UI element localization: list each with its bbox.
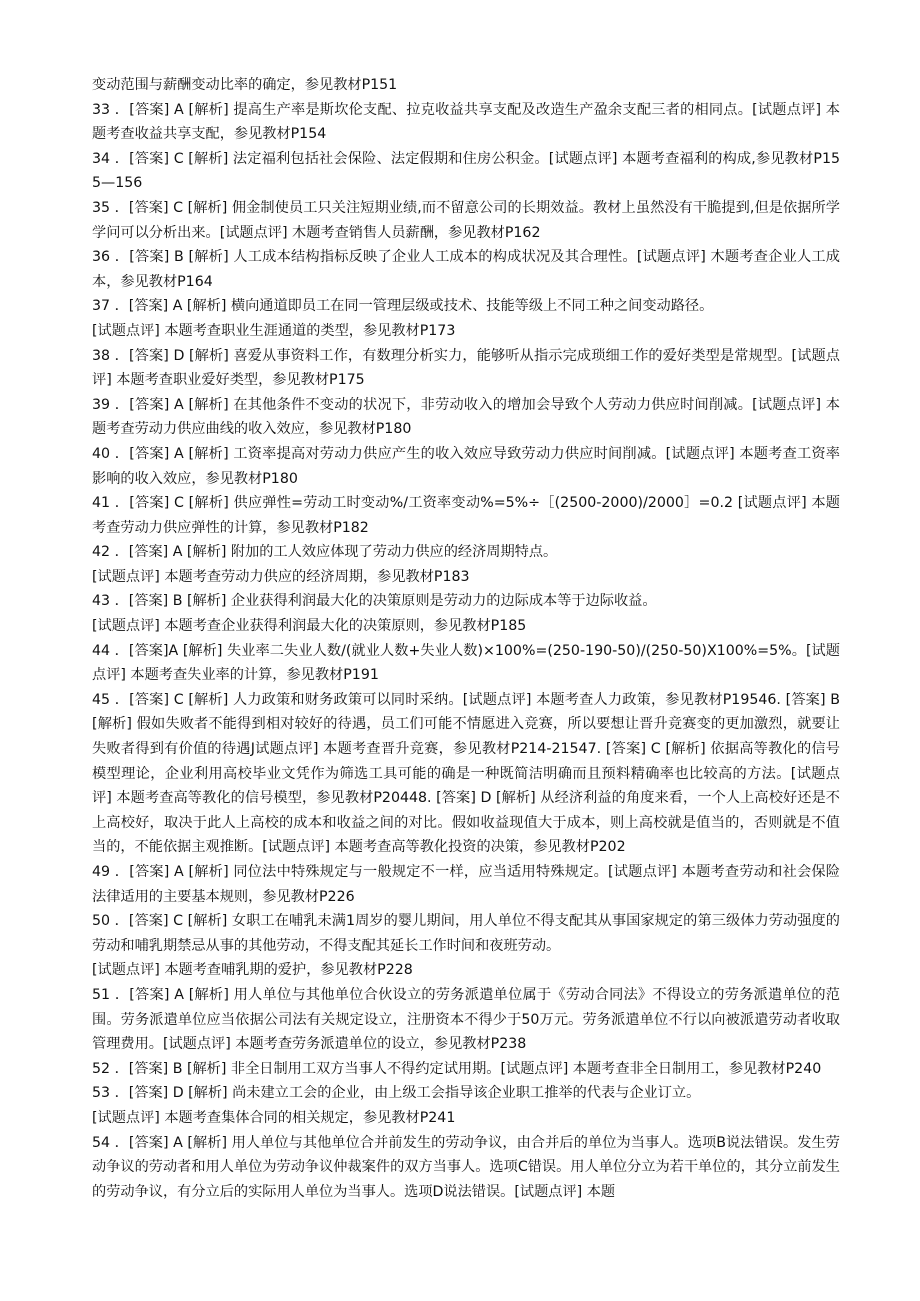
answer-38: 38 ．[答案] D [解析] 喜爱从事资料工作，有数理分析实力，能够听从指示完成琐细工作的爱好类型是常规型。[试题点评] 本题考查职业爱好类型，参见教材P175 — [92, 347, 840, 389]
comment-42: [试题点评] 本题考查劳动力供应的经济周期，参见教材P183 — [92, 568, 470, 585]
comment-50: [试题点评] 本题考查哺乳期的爱护，参见教材P228 — [92, 962, 413, 979]
paragraph-0: 变动范围与薪酬变动比率的确定，参见教材P151 — [92, 77, 398, 93]
answer-44: 44 ．[答案]A [解析] 失业率二失业人数/(就业人数+失业人数)×100%=(250-190-50)/(250-50)X100%=5%。[试题点评] 本题考查失业率的计算，参见教材P191 — [92, 642, 840, 684]
answer-40: 40 ．[答案] A [解析] 工资率提高对劳动力供应产生的收入效应导致劳动力供应时间削减。[试题点评] 本题考查工资率影响的收入效应，参见教材P180 — [92, 445, 840, 487]
comment-43: [试题点评] 本题考查企业获得利润最大化的决策原则，参见教材P185 — [92, 618, 527, 635]
answer-35: 35 ．[答案] C [解析] 佣金制使员工只关注短期业绩,而不留意公司的长期效益。教材上虽然没有干脆提到,但是依据所学学问可以分析出来。[试题点评] 木题考查销售人员薪酬，参见教材P162 — [92, 199, 840, 241]
answer-34: 34 ．[答案] C [解析] 法定福利包括社会保险、法定假期和住房公积金。[试题点评] 本题考查福利的构成,参见教材P155—156 — [92, 150, 840, 192]
answer-36: 36 ．[答案] B [解析] 人工成本结构指标反映了企业人工成本的构成状况及其合理性。[试题点评] 木题考查企业人工成本，参见教材P164 — [92, 249, 840, 290]
answer-54: 54 ．[答案] A [解析] 用人单位与其他单位合并前发生的劳动争议，由合并后的单位为当事人。选项B说法错误。发生劳动争议的劳动者和用人单位为劳动争议仲裁案件的双方当事人。选项C错误。用人单位分立为若干单位的，其分立前发生的劳动争议，有分立后的实际用人单位为当事人。选项D说法错误。[试题点评] 本题 — [92, 1134, 840, 1200]
answer-51: 51 ．[答案] A [解析] 用人单位与其他单位合伙设立的劳务派遣单位属于《劳动合同法》不得设立的劳务派遣单位的范围。劳务派遣单位应当依据公司法有关规定设立，注册资本不得少于50万元。劳务派遣单位不行以向被派遣劳动者收取管理费用。[试题点评] 本题考查劳务派遣单位的设立，参见教材P238 — [92, 986, 840, 1053]
answer-43: 43 ．[答案] B [解析] 企业获得利润最大化的决策原则是劳动力的边际成本等于边际收益。 — [92, 593, 657, 610]
answer-41: 41 ．[答案] C [解析] 供应弹性=劳动工时变动%/工资率变动%=5%÷［(2500-2000)/2000］=0.2 [试题点评] 本题考查劳动力供应弹性的计算，参见教材P182 — [92, 495, 840, 536]
answer-42: 42 ．[答案] A [解析] 附加的工人效应体现了劳动力供应的经济周期特点。 — [92, 544, 558, 561]
answer-53: 53 ．[答案] D [解析] 尚未建立工会的企业，由上级工会指导该企业职工推举的代表与企业订立。 — [92, 1085, 701, 1102]
answer-49: 49 ．[答案] A [解析] 同位法中特殊规定与一般规定不一样，应当适用特殊规定。[试题点评] 本题考查劳动和社会保险法律适用的主要基本规则，参见教材P226 — [92, 864, 840, 905]
answer-33: 33 ．[答案] A [解析] 提高生产率是斯坎伦支配、拉克收益共享支配及改造生产盈余支配三者的相同点。[试题点评] 本题考查收益共享支配，参见教材P154 — [92, 101, 840, 143]
answer-50: 50 ．[答案] C [解析] 女职工在哺乳未满1周岁的婴儿期间，用人单位不得支配其从事国家规定的第三级体力劳动强度的劳动和哺乳期禁忌从事的其他劳动，不得支配其延长工作时间和夜班劳动。 — [92, 913, 840, 954]
answer-52: 52 ．[答案] B [解析] 非全日制用工双方当事人不得约定试用期。[试题点评] 本题考查非全日制用工，参见教材P240 — [92, 1060, 822, 1077]
comment-53: [试题点评] 本题考查集体合同的相关规定，参见教材P241 — [92, 1109, 456, 1126]
answer-37: 37 ．[答案] A [解析] 横向通道即员工在同一管理层级或技术、技能等级上不同工种之间变动路径。 — [92, 298, 714, 315]
answer-45-48: 45 ．[答案] C [解析] 人力政策和财务政策可以同时采纳。[试题点评] 本题考查人力政策，参见教材P19546. [答案] B [解析] 假如失败者不能得到相对较好的待遇，员工们可能不情愿进入竞赛，所以要想让晋升竞赛变的更加激烈，就要让失败者得到有价值的待遇J试题点评] 本题考查晋升竞赛，参见教材P214-21547. [答案] C [解析] 依据高等教化的信号模型理论，企业利用高校毕业文凭作为筛选工具可能的确是一种既简洁明确而且预料精确率也比较高的方法。[试题点评] 本题考查高等教化的信号模型，参见教材P20448. [答案] D [解析] 从经济利益的角度来看，一个人上高校好还是不上高校好，取决于此人上高校的成本和收益之间的对比。假如收益现值大于成本，则上高校就是值当的，否则就是不值当的，不能依据主观推断。[试题点评] 本题考查高等教化投资的决策，参见教材P202 — [92, 691, 840, 856]
comment-37: [试题点评] 本题考查职业生涯通道的类型，参见教材P173 — [92, 322, 456, 339]
answer-39: 39 ．[答案] A [解析] 在其他条件不变动的状况下，非劳动收入的增加会导致个人劳动力供应时间削减。[试题点评] 本题考查劳动力供应曲线的收入效应，参见教材P180 — [92, 396, 840, 438]
